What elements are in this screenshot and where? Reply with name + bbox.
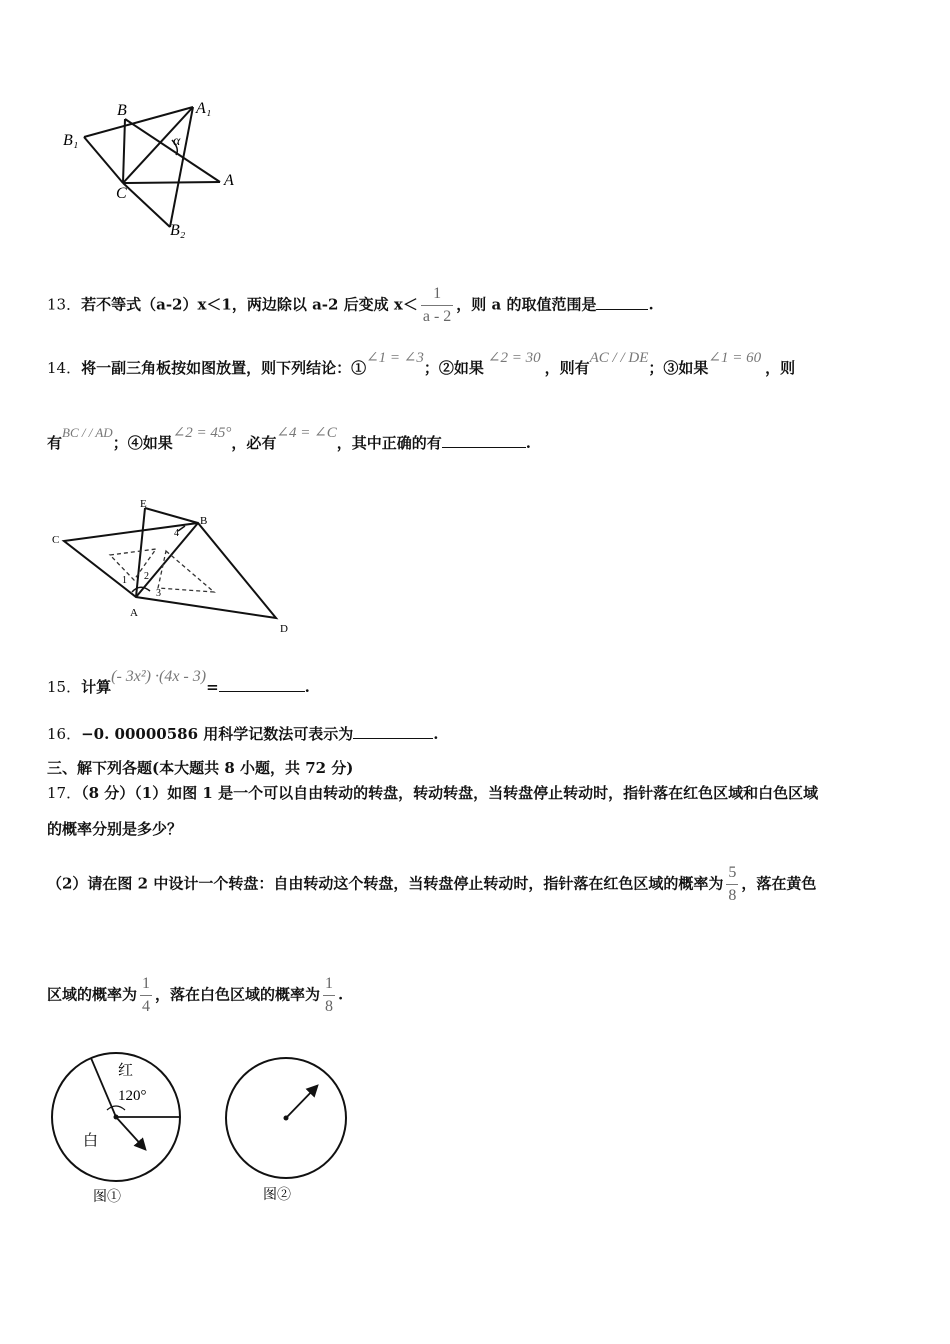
fraction: $\frac{1}{a - 2}$ <box>422 285 452 325</box>
question-number: 17． <box>47 784 82 802</box>
label-b: B <box>200 515 208 527</box>
question-text: −0. 00000586 用科学记数法可表示为 <box>81 725 354 743</box>
fraction: $\frac{1}{4}$ <box>142 975 151 1015</box>
math-expression: ∠2 = 30 <box>487 350 541 366</box>
question-17-line-2: 的概率分别是多少？ <box>47 820 183 838</box>
label-alpha: α <box>173 134 181 149</box>
figure-rotated-triangles <box>60 95 250 245</box>
label-d: D <box>280 623 288 635</box>
label-b1: B₁ <box>63 132 79 149</box>
question-14-line-1 <box>47 350 796 378</box>
label-a1: A₁ <box>196 100 212 117</box>
question-text: 有 <box>47 434 63 452</box>
question-17-line-3 <box>47 862 816 907</box>
question-number: 14． <box>47 359 82 377</box>
question-text: ，则 a 的取值范围是 <box>456 295 597 314</box>
label-b2: B₂ <box>170 222 186 239</box>
question-text: ，落在黄色 <box>741 874 817 893</box>
math-expression: (- 3x²) ·(4x - 3) <box>111 668 207 685</box>
label-angle: 120° <box>118 1088 147 1104</box>
question-text: ，其中正确的有 <box>336 434 442 452</box>
answer-blank <box>353 738 433 739</box>
question-text: 区域的概率为 <box>47 985 138 1004</box>
question-text: ，落在白色区域的概率为 <box>155 985 321 1004</box>
question-number: 15． <box>47 678 82 696</box>
section-heading: 三、解下列各题(本大题共 8 小题，共 72 分) <box>47 759 354 777</box>
question-text: ；④如果 <box>112 434 173 452</box>
label-red: 红 <box>118 1063 134 1079</box>
math-expression: ∠1 = ∠3 <box>366 350 424 366</box>
fraction: $\frac{1}{8}$ <box>325 975 334 1015</box>
question-text: 计算 <box>81 678 112 696</box>
question-text: 若不等式（a-2）x＜1，两边除以 a-2 后变成 x＜ <box>81 295 418 314</box>
question-text: ，则有 <box>544 359 590 377</box>
label-2: 2 <box>144 571 149 582</box>
question-13: 13．若不等式（a-2）x＜1，两边除以 a-2 后变成 x＜ $\frac{1}{a - 2}$ ，则 a 的取值范围是 . <box>47 283 654 328</box>
math-expression: AC / / DE <box>589 350 649 366</box>
question-number: 16． <box>47 725 82 743</box>
caption-figure-1: 图① <box>93 1190 121 1205</box>
question-text: ，必有 <box>231 434 277 452</box>
answer-blank <box>219 691 305 692</box>
label-b: B <box>117 102 127 119</box>
caption-figure-2: 图② <box>263 1188 291 1203</box>
math-expression: ∠1 = 60 <box>708 350 762 366</box>
question-text: ；②如果 <box>423 359 484 377</box>
spinner-2-pointer <box>286 1086 317 1118</box>
question-14-line-2: 有BC / / AD；④如果∠2 = 45°，必有∠4 = ∠C，其中正确的有 . <box>47 425 531 452</box>
figure-set-squares <box>48 495 298 640</box>
label-white: 白 <box>83 1133 99 1149</box>
math-expression: ∠4 = ∠C <box>276 425 337 441</box>
label-3: 3 <box>156 588 161 599</box>
fraction: $\frac{5}{8}$ <box>728 864 737 904</box>
question-number: 13． <box>47 295 82 314</box>
question-text: 将一副三角板按如图放置，则下列结论：① <box>81 359 367 377</box>
question-text: （8 分）（1）如图 1 是一个可以自由转动的转盘，转动转盘，当转盘停止转动时，指针落在红色区域和白色区域 <box>81 784 819 802</box>
math-expression: BC / / AD <box>62 425 113 440</box>
figure-spinners <box>45 1048 365 1218</box>
label-4: 4 <box>174 528 179 539</box>
label-c: C <box>52 534 60 546</box>
label-c: C <box>116 185 127 202</box>
label-1: 1 <box>122 575 127 586</box>
answer-blank <box>596 309 648 310</box>
label-a: A <box>130 607 138 619</box>
math-expression: ∠2 = 45° <box>172 425 232 441</box>
question-17-line-1 <box>47 782 818 803</box>
question-16: 16．−0. 00000586 用科学记数法可表示为 . <box>47 725 439 743</box>
label-a: A <box>224 172 234 189</box>
question-text: ，则 <box>765 359 796 377</box>
question-text: ；③如果 <box>648 359 709 377</box>
question-text: （2）请在图 2 中设计一个转盘：自由转动这个转盘，当转盘停止转动时，指针落在红色区域的概率为 <box>47 874 724 893</box>
spinner-1-pointer <box>116 1117 145 1149</box>
question-17-line-4: 区域的概率为 $\frac{1}{4}$ ，落在白色区域的概率为 $\frac{1}{8}$ . <box>47 973 343 1018</box>
label-e: E <box>140 498 147 510</box>
answer-blank <box>442 447 526 448</box>
question-15: 15．计算(- 3x²) ·(4x - 3)= . <box>47 668 310 696</box>
